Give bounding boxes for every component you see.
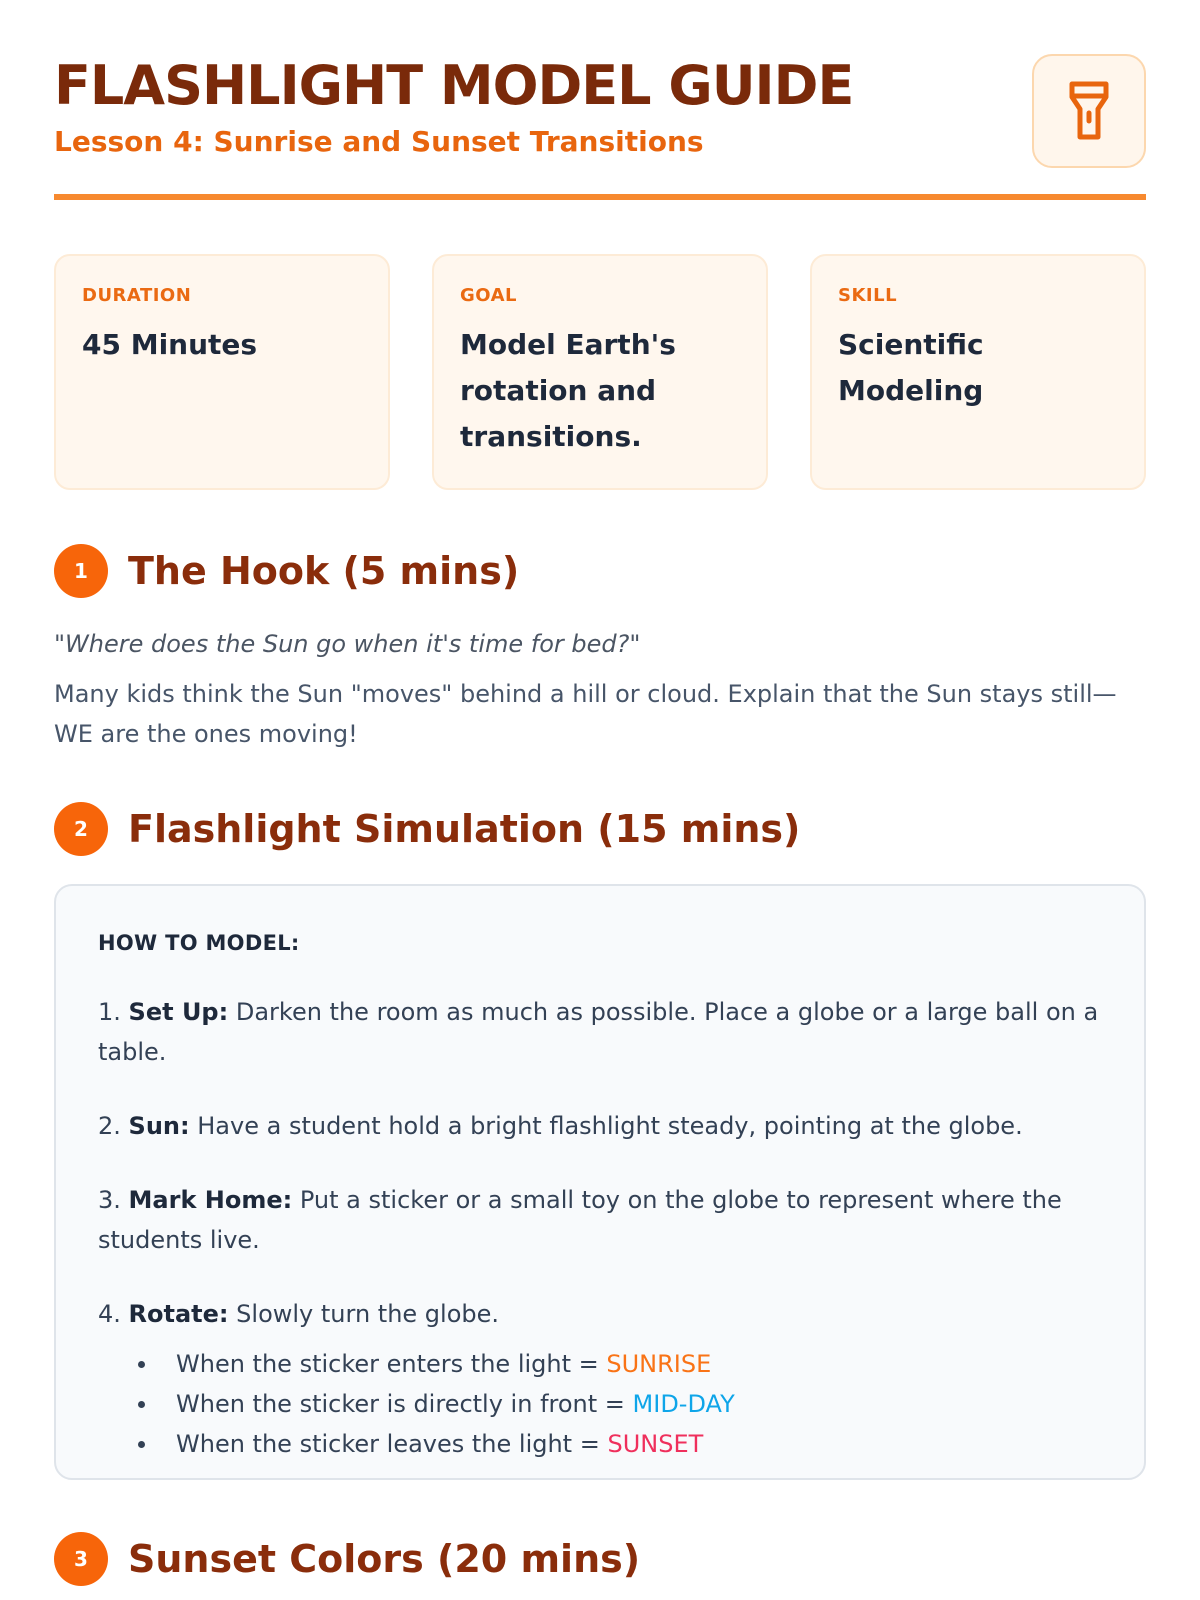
card-duration xyxy=(54,254,390,490)
step-item xyxy=(98,1180,1104,1260)
box-heading: HOW TO MODEL: xyxy=(98,931,300,955)
section-sunset-colors xyxy=(54,1532,1146,1586)
card-skill xyxy=(810,254,1146,490)
section-hook xyxy=(54,544,1146,754)
section-number-badge: 3 xyxy=(54,1532,108,1586)
page-subtitle: Lesson 4: Sunrise and Sunset Transitions xyxy=(54,125,704,158)
rotation-outcomes-list xyxy=(98,1344,1104,1464)
midday-highlight: MID-DAY xyxy=(632,1390,735,1418)
list-item xyxy=(138,1344,1104,1384)
step-number: 1. xyxy=(98,998,121,1026)
section-title: The Hook (5 mins) xyxy=(128,549,520,593)
sunrise-highlight: SUNRISE xyxy=(606,1350,712,1378)
step-term: Mark Home: xyxy=(128,1186,293,1214)
card-label: SKILL xyxy=(838,285,898,306)
step-term: Sun: xyxy=(128,1112,190,1140)
bullet-text: When the sticker is directly in front = xyxy=(176,1390,633,1418)
section-title: Sunset Colors (20 mins) xyxy=(128,1537,641,1581)
step-text: Darken the room as much as possible. Place a globe or a large ball on a table. xyxy=(98,998,1099,1066)
header xyxy=(54,0,1146,200)
card-label: DURATION xyxy=(82,285,192,306)
list-item xyxy=(138,1424,1104,1464)
section-heading xyxy=(54,802,1146,856)
sunset-highlight: SUNSET xyxy=(607,1430,704,1458)
card-value: Model Earth's rotation and transitions. xyxy=(460,328,676,453)
section-title: Flashlight Simulation (15 mins) xyxy=(128,807,801,851)
step-item xyxy=(98,1294,1104,1334)
step-term: Set Up: xyxy=(128,998,229,1026)
page-title: FLASHLIGHT MODEL GUIDE xyxy=(54,54,854,117)
bullet-text: When the sticker enters the light = xyxy=(176,1350,607,1378)
section-number-badge: 1 xyxy=(54,544,108,598)
step-text: Have a student hold a bright flashlight steady, pointing at the globe. xyxy=(197,1112,1023,1140)
card-label: GOAL xyxy=(460,285,517,306)
flashlight-icon xyxy=(1065,80,1113,142)
step-item xyxy=(98,1106,1104,1146)
info-cards xyxy=(54,254,1146,490)
section-heading xyxy=(54,544,1146,598)
hook-quote: "Where does the Sun go when it's time for bed?" xyxy=(54,630,641,658)
step-number: 4. xyxy=(98,1300,121,1328)
card-value: 45 Minutes xyxy=(82,328,258,361)
section-number-badge: 2 xyxy=(54,802,108,856)
flashlight-icon-badge xyxy=(1032,54,1146,168)
card-goal xyxy=(432,254,768,490)
step-number: 3. xyxy=(98,1186,121,1214)
step-number: 2. xyxy=(98,1112,121,1140)
bullet-text: When the sticker leaves the light = xyxy=(176,1430,608,1458)
hook-text: Many kids think the Sun "moves" behind a hill or cloud. Explain that the Sun stays still—WE are the ones moving! xyxy=(54,680,1117,748)
step-term: Rotate: xyxy=(128,1300,229,1328)
section-heading xyxy=(54,1532,1146,1586)
list-item xyxy=(138,1384,1104,1424)
step-text: Put a sticker or a small toy on the globe to represent where the students live. xyxy=(98,1186,1062,1254)
card-value: Scientific Modeling xyxy=(838,328,984,407)
section-simulation xyxy=(54,802,1146,1480)
step-text: Slowly turn the globe. xyxy=(236,1300,500,1328)
step-item xyxy=(98,992,1104,1072)
how-to-model-box xyxy=(54,884,1146,1480)
